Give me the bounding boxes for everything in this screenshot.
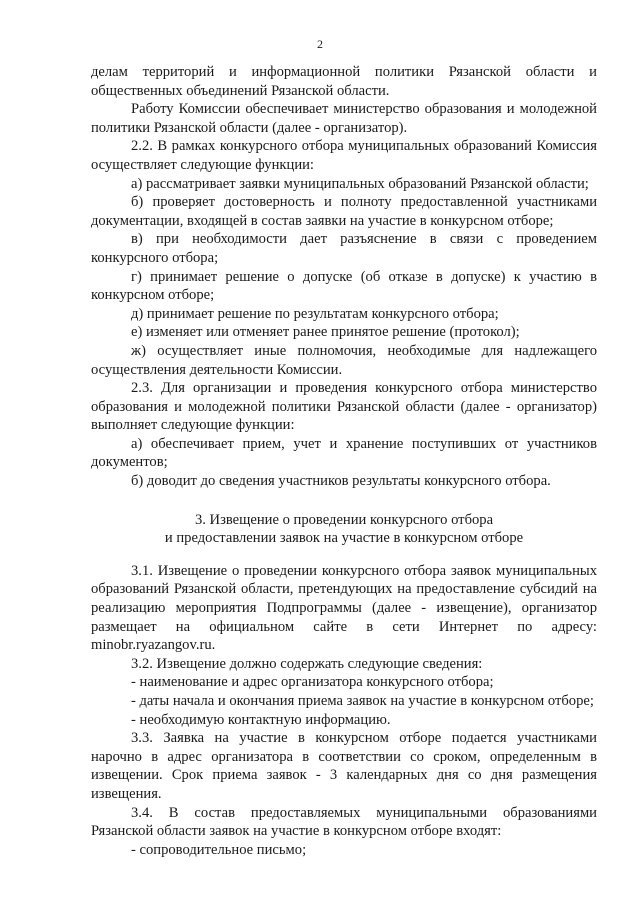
list-item: б) проверяет достоверность и полноту предоставленной участниками документации, входящей в состав заявки на участие в конкурсном отборе; xyxy=(91,194,597,229)
paragraph: 3.4. В состав предоставляемых муниципальными образованиями Рязанской области заявок на участие в конкурсном отборе входят: xyxy=(91,804,597,840)
paragraph: делам территорий и информационной политики Рязанской области и общественных объединений Рязанской области. xyxy=(91,64,597,99)
section-heading-line-2: и предоставлении заявок на участие в конкурсном отборе xyxy=(164,530,524,547)
paragraph: 3.3. Заявка на участие в конкурсном отборе подается участниками нарочно в адрес организатора в соответствии со сроком, определенным в извещении. Срок приема заявок - 3 календарных дня со дня размещения извещения. xyxy=(91,730,597,802)
list-item: г) принимает решение о допуске (об отказе в допуске) к участию в конкурсном отборе; xyxy=(91,268,597,304)
paragraph: 3.1. Извещение о проведении конкурсного отбора заявок муниципальных образований Рязанской области, претендующих на предоставление субсидий на реализацию мероприятия Подпрограммы (далее - извещение), организатор размещает на официальном сайте в сети Интернет по адресу: minobr.ryazangov.ru. xyxy=(91,562,597,654)
list-item: ж) осуществляет иные полномочия, необходимые для надлежащего осуществления деятельности Комиссии. xyxy=(91,342,597,378)
list-item: а) обеспечивает прием, учет и хранение поступивших от участников документов; xyxy=(91,435,597,471)
page-number: 2 xyxy=(317,37,323,51)
paragraph: 3.2. Извещение должно содержать следующие сведения: xyxy=(131,655,483,672)
list-item: е) изменяет или отменяет ранее принятое решение (протокол); xyxy=(131,324,520,341)
list-item: - даты начала и окончания приема заявок на участие в конкурсном отборе; xyxy=(131,693,594,709)
list-item: - необходимую контактную информацию. xyxy=(131,711,391,728)
list-item: б) доводит до сведения участников результаты конкурсного отбора. xyxy=(131,473,551,490)
list-item: - наименование и адрес организатора конкурсного отбора; xyxy=(131,674,494,691)
section-heading-line-1: 3. Извещение о проведении конкурсного отбора xyxy=(194,511,494,528)
list-item: д) принимает решение по результатам конкурсного отбора; xyxy=(131,305,499,322)
paragraph: 2.2. В рамках конкурсного отбора муниципальных образований Комиссия осуществляет следующие функции: xyxy=(91,138,597,173)
list-item: а) рассматривает заявки муниципальных образований Рязанской области; xyxy=(131,175,589,192)
list-item: - сопроводительное письмо; xyxy=(131,841,307,858)
paragraph: Работу Комиссии обеспечивает министерство образования и молодежной политики Рязанской области (далее - организатор). xyxy=(91,101,597,136)
section-heading xyxy=(91,511,597,548)
document-body xyxy=(91,63,597,859)
paragraph: 2.3. Для организации и проведения конкурсного отбора министерство образования и молодежной политики Рязанской области (далее - организатор) выполняет следующие функции: xyxy=(91,380,597,434)
list-item: в) при необходимости дает разъяснение в связи с проведением конкурсного отбора; xyxy=(91,231,597,266)
